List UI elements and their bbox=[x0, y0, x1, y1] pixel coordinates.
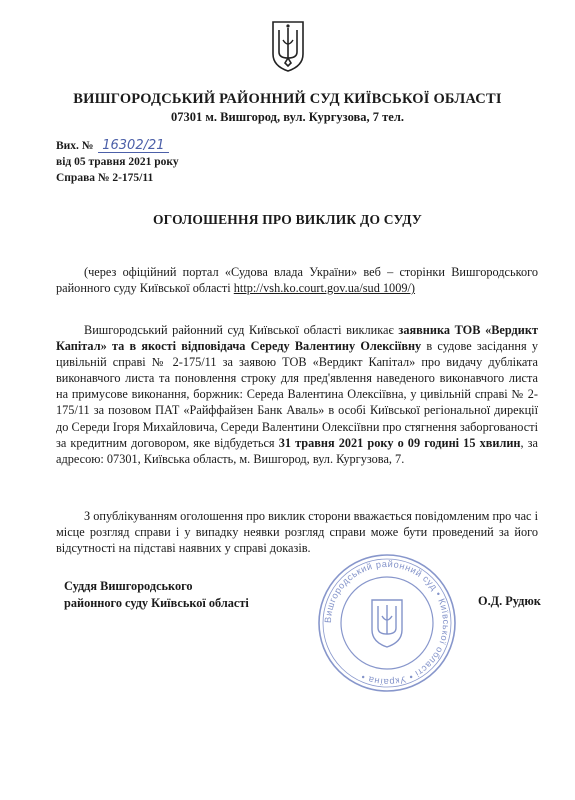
summons-address: , за адресою: 07301, Київська область, м. Вишгород, вул. Кургузова, 7. bbox=[56, 435, 539, 466]
case-number-line: Справа № 2-175/11 bbox=[56, 172, 154, 184]
court-address: 07301 м. Вишгород, вул. Кургузова, 7 тел. bbox=[170, 110, 404, 124]
notice-paragraph bbox=[56, 508, 538, 556]
portal-url: http://vsh.ko.court.gov.ua/sud 1009/) bbox=[233, 281, 416, 295]
summons-text-1: Вишгородський районний суд Київської області викликає bbox=[84, 323, 399, 337]
outgoing-number-line bbox=[56, 140, 169, 153]
court-name: ВИШГОРОДСЬКИЙ РАЙОННИЙ СУД КИЇВСЬКОЇ ОБЛАСТІ bbox=[73, 91, 502, 107]
summons-text-2: в судове засідання у цивільній справі № 2-175/11 за заявою ТОВ «Вердикт Капітал» про видачу дубліката виконавчого листа та поновлення строку для пред'явлення наведеного виконавчого листа на примусове виконання, боржник: Середа Валентина Олексіївна, у цивільній справі № 2-175/11 за позовом ПАТ «Райффайзен Банк Аваль» в особі Київської регіональної дирекції до Середи Ігоря Михайловича, Середи Валентини Олексіївни про стягнення заборгованості за кредитним договором, яке відбудеться bbox=[56, 339, 538, 450]
judge-title-line-1: Суддя Вишгородського bbox=[64, 579, 193, 593]
judge-title bbox=[64, 578, 249, 612]
outgoing-number-handwritten: 16302/21 bbox=[98, 140, 168, 153]
judge-name: О.Д. Рудюк bbox=[478, 594, 541, 608]
summons-parties: заявника ТОВ «Вердикт Капітал» та в якості відповідача Середу Валентину Олексіївну bbox=[56, 323, 538, 354]
seal-trident-icon bbox=[372, 600, 402, 647]
hearing-datetime: 31 травня 2021 року о 09 годині 15 хвилин bbox=[278, 435, 521, 450]
seal-ring-text: Вишгородський районний суд • Київської області • Україна • bbox=[322, 558, 452, 688]
date-line: від 05 травня 2021 року bbox=[56, 156, 179, 168]
coat-of-arms-icon bbox=[270, 18, 306, 74]
notice-text: З опублікуванням оголошення про виклик сторони вважається повідомленим про час і місце розгляд справи і у випадку неявки розгляд справи може бути проведений за його відсутності на підставі наявних у справі доказів. bbox=[56, 509, 538, 556]
judge-title-line-2: районного суду Київської області bbox=[64, 596, 249, 610]
summons-paragraph bbox=[56, 322, 538, 467]
portal-note-text: (через офіційний портал «Судова влада України» веб – сторінки Вишгородського районного суду Київської області bbox=[56, 265, 538, 295]
portal-note bbox=[56, 264, 538, 296]
document-title: ОГОЛОШЕННЯ ПРО ВИКЛИК ДО СУДУ bbox=[152, 212, 423, 227]
outgoing-label: Вих. № bbox=[56, 140, 94, 152]
court-seal-stamp bbox=[312, 548, 462, 698]
